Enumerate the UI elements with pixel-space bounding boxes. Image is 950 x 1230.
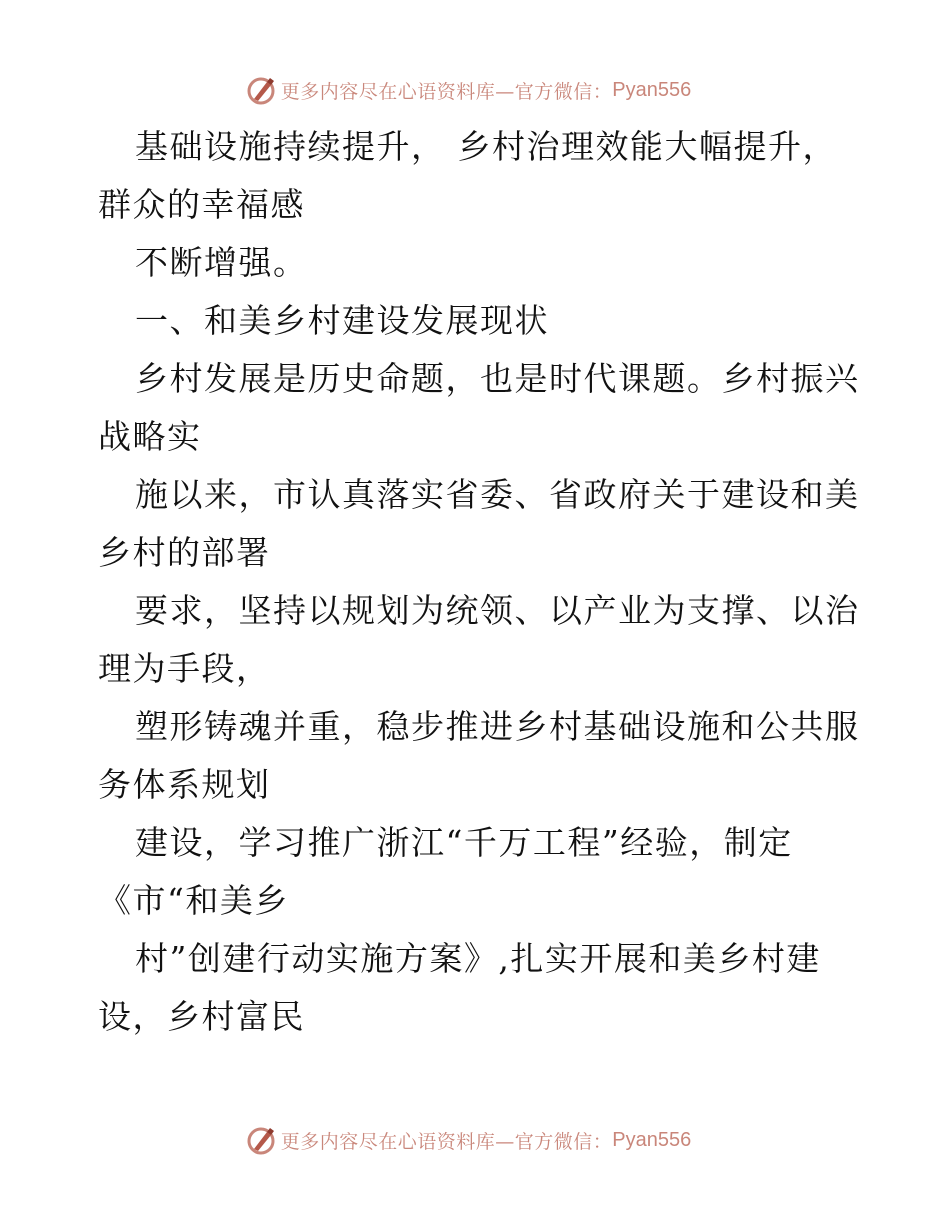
text-line: 乡村发展是历史命题，也是时代课题。乡村振兴 bbox=[135, 359, 860, 398]
text-line: 战略实 bbox=[98, 417, 202, 456]
watermark-text: 更多内容尽在心语资料库—官方微信： bbox=[280, 1130, 613, 1153]
text-line: 群众的幸福感 bbox=[98, 185, 305, 224]
document-body bbox=[98, 118, 878, 1046]
watermark-text: 更多内容尽在心语资料库—官方微信： bbox=[280, 80, 613, 103]
text-line: 塑形铸魂并重，稳步推进乡村基础设施和公共服 bbox=[135, 707, 860, 746]
pen-logo-icon bbox=[245, 74, 277, 106]
text-line: 《市“和美乡 bbox=[98, 881, 289, 920]
watermark-id: Pyan556 bbox=[612, 1128, 692, 1151]
text-line: 村”创建行动实施方案》,扎实开展和美乡村建 bbox=[135, 939, 821, 978]
footer-watermark bbox=[0, 1120, 950, 1160]
text-line: 乡村的部署 bbox=[98, 533, 271, 572]
text-line: 建设，学习推广浙江“千万工程”经验，制定 bbox=[135, 823, 793, 862]
text-line: 务体系规划 bbox=[98, 765, 271, 804]
watermark-id: Pyan556 bbox=[612, 78, 692, 101]
text-line: 基础设施持续提升， 乡村治理效能大幅提升， bbox=[135, 127, 837, 166]
header-watermark bbox=[0, 70, 950, 110]
text-line: 设，乡村富民 bbox=[98, 997, 305, 1036]
text-line: 理为手段， bbox=[98, 649, 271, 688]
pen-logo-icon bbox=[245, 1124, 277, 1156]
section-heading: 一、和美乡村建设发展现状 bbox=[135, 301, 549, 340]
text-line: 要求，坚持以规划为统领、以产业为支撑、以治 bbox=[135, 591, 860, 630]
text-line: 施以来，市认真落实省委、省政府关于建设和美 bbox=[135, 475, 860, 514]
text-line: 不断增强。 bbox=[135, 243, 308, 282]
